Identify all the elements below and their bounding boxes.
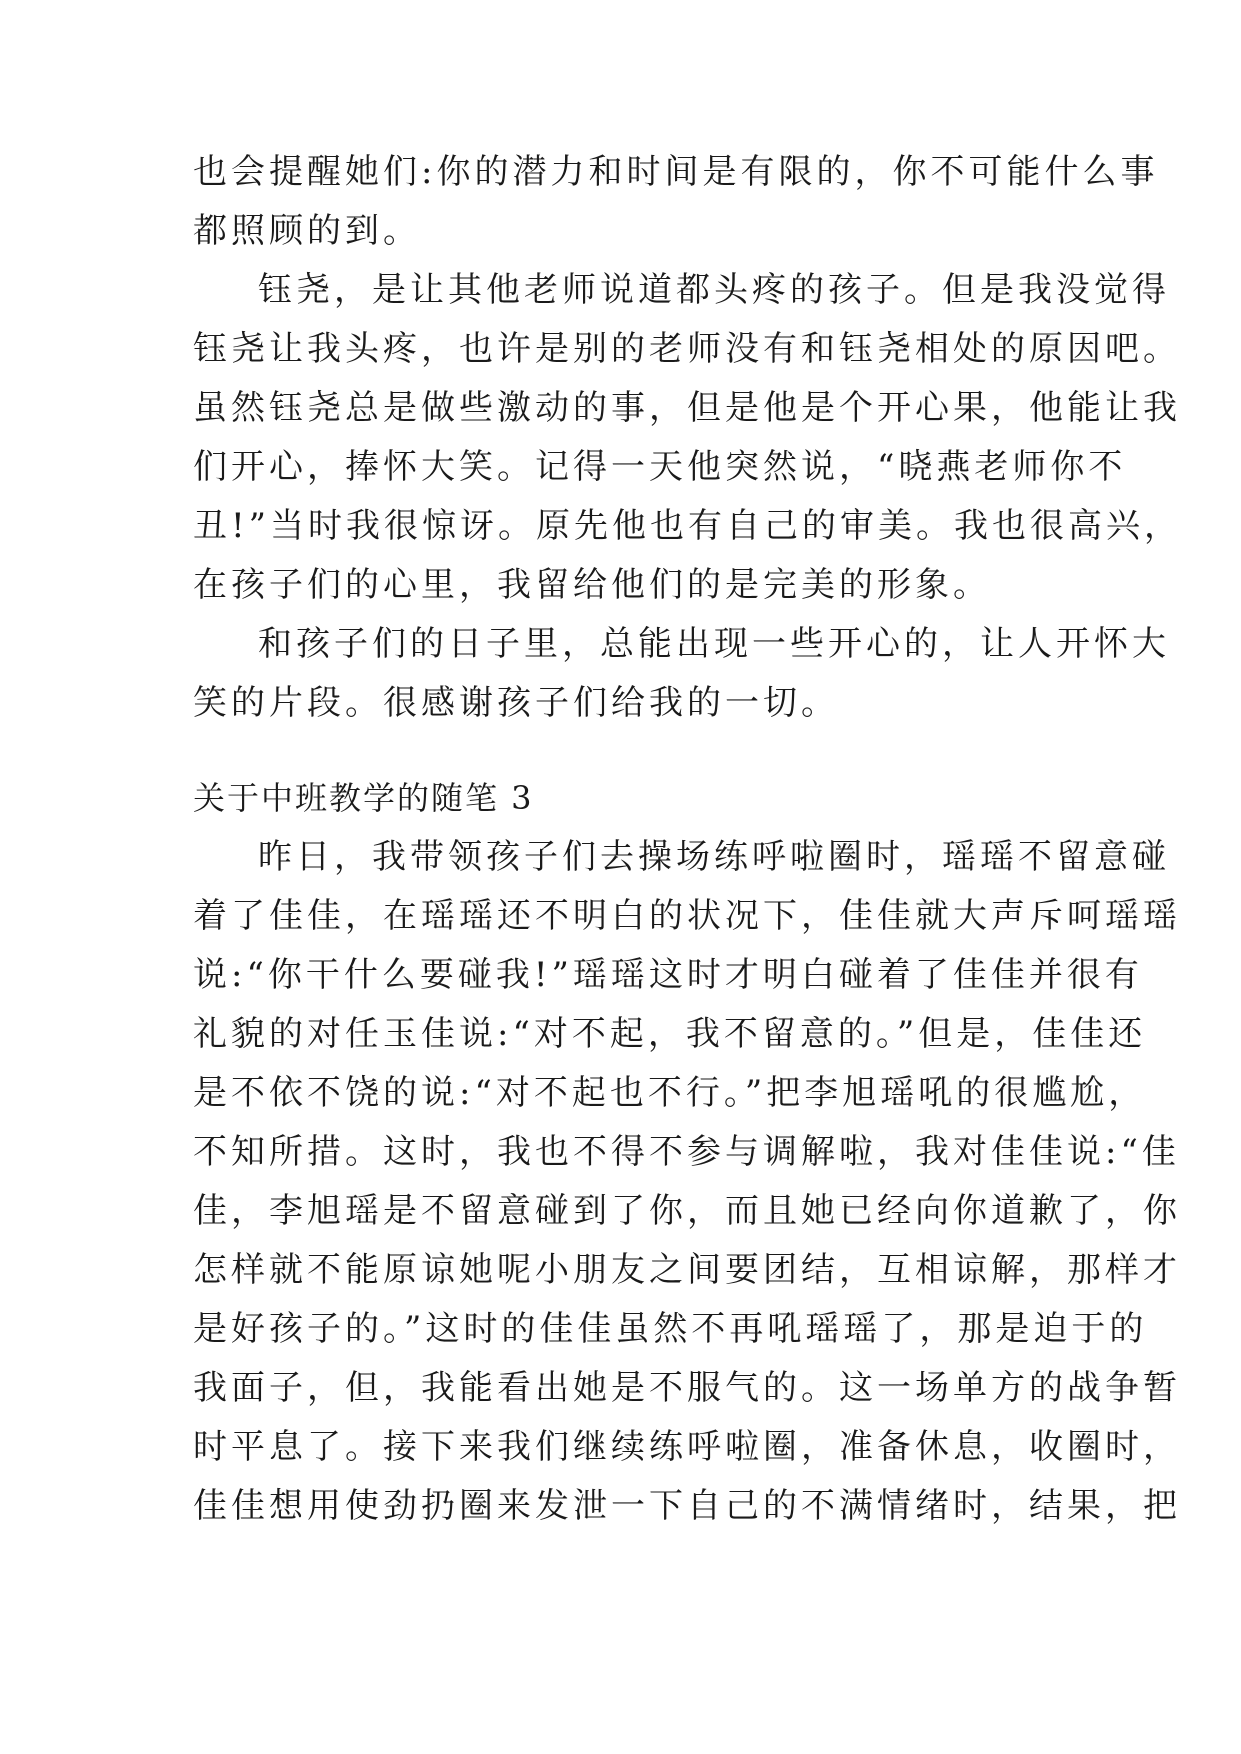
paragraph-line: 着了佳佳，在瑶瑶还不明白的状况下，佳佳就大声斥呵瑶瑶	[193, 896, 1181, 936]
paragraph-line: 和孩子们的日子里，总能出现一些开心的，让人开怀大	[258, 624, 1170, 664]
paragraph-line: 不知所措。这时，我也不得不参与调解啦，我对佳佳说:“佳	[193, 1132, 1180, 1172]
paragraph-line: 怎样就不能原谅她呢小朋友之间要团结，互相谅解，那样才	[193, 1250, 1181, 1290]
paragraph-line: 笑的片段。很感谢孩子们给我的一切。	[193, 683, 839, 723]
paragraph-line: 我面子，但，我能看出她是不服气的。这一场单方的战争暂	[193, 1368, 1181, 1408]
paragraph-line: 佳，李旭瑶是不留意碰到了你，而且她已经向你道歉了，你	[193, 1191, 1181, 1231]
paragraph-line: 昨日，我带领孩子们去操场练呼啦圈时，瑶瑶不留意碰	[258, 837, 1170, 877]
paragraph-line: 说:“你干什么要碰我!”瑶瑶这时才明白碰着了佳佳并很有	[193, 955, 1143, 995]
paragraph-line: 们开心，捧怀大笑。记得一天他突然说，“晓燕老师你不	[193, 447, 1127, 487]
paragraph-line: 在孩子们的心里，我留给他们的是完美的形象。	[193, 565, 991, 605]
paragraph-line: 钰尧让我头疼，也许是别的老师没有和钰尧相处的原因吧。	[193, 329, 1181, 369]
paragraph-line: 丑!”当时我很惊讶。原先他也有自己的审美。我也很高兴，	[193, 506, 1183, 546]
paragraph-line: 虽然钰尧总是做些激动的事，但是他是个开心果，他能让我	[193, 388, 1181, 428]
paragraph-line: 钰尧，是让其他老师说道都头疼的孩子。但是我没觉得	[258, 270, 1170, 310]
paragraph-line: 是不依不饶的说:“对不起也不行。”把李旭瑶吼的很尴尬，	[193, 1073, 1147, 1113]
section-heading: 关于中班教学的随笔 3	[193, 779, 534, 817]
paragraph-line: 是好孩子的。”这时的佳佳虽然不再吼瑶瑶了，那是迫于的	[193, 1309, 1148, 1349]
paragraph-line: 都照顾的到。	[193, 211, 421, 251]
paragraph-line: 时平息了。接下来我们继续练呼啦圈，准备休息，收圈时，	[193, 1427, 1181, 1467]
paragraph-line: 也会提醒她们:你的潜力和时间是有限的，你不可能什么事	[193, 152, 1159, 192]
paragraph-line: 礼貌的对任玉佳说:“对不起，我不留意的。”但是，佳佳还	[193, 1014, 1147, 1054]
paragraph-line: 佳佳想用使劲扔圈来发泄一下自己的不满情绪时，结果，把	[193, 1486, 1181, 1526]
